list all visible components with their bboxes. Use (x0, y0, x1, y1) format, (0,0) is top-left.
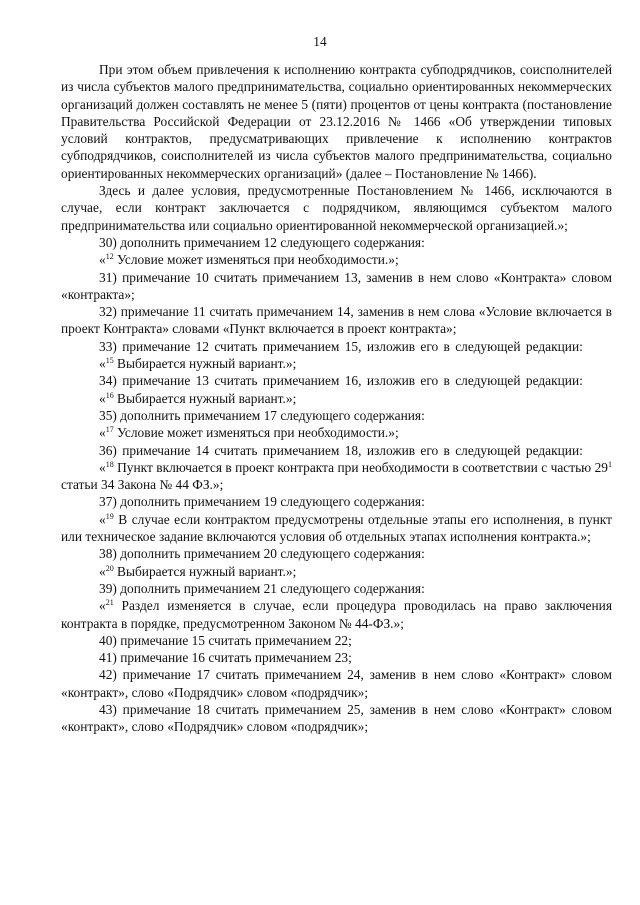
paragraph: 43) примечание 18 считать примечанием 25, заменив в нем слово «Контракт» словом «контракт», слово «Подрядчик» словом «подрядчик»; (61, 701, 612, 735)
footnote-marker: 1 (608, 459, 612, 469)
paragraph: 40) примечание 15 считать примечанием 22; (99, 632, 352, 648)
paragraph (61, 459, 612, 494)
paragraph: 34) примечание 13 считать примечанием 16, изложив его в следующей редакции: (99, 373, 583, 389)
footnote-marker: 16 (105, 390, 114, 400)
quote-mark: « (99, 459, 106, 475)
paragraph: 31) примечание 10 считать примечанием 13, заменив в нем слово «Контракта» словом «контракта»; (61, 269, 612, 302)
paragraph-text: статьи 34 Закона № 44 ФЗ.»; (61, 477, 224, 493)
paragraph: Здесь и далее условия, предусмотренные Постановлением № 1466, исключаются в случае, если контракт заключается с подрядчиком, являющимся субъектом малого предпринимательства или социально ориентированной некоммерческой организацией.»; (61, 183, 612, 233)
paragraph (61, 390, 612, 407)
paragraph-text: Выбирается нужный вариант.»; (113, 390, 297, 406)
paragraph: 32) примечание 11 считать примечанием 14, заменив в нем слова «Условие включается в проект Контракта» словами «Пункт включается в проект контракта»; (61, 304, 612, 337)
quote-mark: « (99, 356, 106, 372)
quote-mark: « (99, 390, 106, 406)
paragraph (61, 355, 612, 372)
paragraph: 37) дополнить примечанием 19 следующего содержания: (99, 494, 425, 510)
footnote-marker: 21 (105, 598, 114, 608)
paragraph (61, 597, 612, 632)
footnote-marker: 20 (105, 563, 114, 573)
paragraph: 41) примечание 16 считать примечанием 23; (99, 650, 352, 666)
paragraph: При этом объем привлечения к исполнению контракта субподрядчиков, соисполнителей из числа субъектов малого предпринимательства, социально ориентированных некоммерческих организаций должен составлять не менее 5 (пяти) процентов от цены контракта (постановление Правительства Российской Федерации от 23.12.2016 № 1466 «Об утверждении типовых условий контрактов, предусматривающих привлечение к исполнению контрактов субподрядчиков, соисполнителей из числа субъектов малого предпринимательства, социально ориентированных некоммерческих организаций» (далее – Постановление № 1466). (61, 62, 612, 181)
document-body (61, 61, 612, 736)
paragraph (61, 563, 612, 580)
paragraph-text: Выбирается нужный вариант.»; (113, 563, 297, 579)
footnote-marker: 12 (105, 252, 114, 262)
quote-mark: « (99, 511, 106, 527)
footnote-marker: 15 (105, 356, 114, 366)
footnote-marker: 19 (105, 511, 114, 521)
paragraph: 30) дополнить примечанием 12 следующего содержания: (99, 234, 425, 250)
paragraph (61, 511, 612, 546)
paragraph-text: Раздел изменяется в случае, если процедура проводилась на право заключения контракта в порядке, предусмотренном Законом № 44-ФЗ.»; (61, 598, 612, 631)
quote-mark: « (99, 252, 106, 268)
paragraph: 38) дополнить примечанием 20 следующего содержания: (99, 546, 425, 562)
paragraph: 39) дополнить примечанием 21 следующего содержания: (99, 580, 425, 596)
paragraph-text: Условие может изменяться при необходимости.»; (113, 252, 399, 268)
paragraph: 33) примечание 12 считать примечанием 15, изложив его в следующей редакции: (99, 338, 583, 354)
paragraph: 35) дополнить примечанием 17 следующего содержания: (99, 407, 425, 423)
page-number: 14 (313, 34, 327, 49)
footnote-marker: 17 (105, 425, 114, 435)
paragraph-text: Выбирается нужный вариант.»; (113, 356, 297, 372)
quote-mark: « (99, 563, 106, 579)
paragraph-text: Условие может изменяться при необходимости.»; (113, 425, 399, 441)
quote-mark: « (99, 425, 106, 441)
paragraph-text: Пункт включается в проект контракта при необходимости в соответствии с частью 29 (113, 459, 608, 475)
paragraph-text: В случае если контрактом предусмотрены отдельные этапы его исполнения, в пункт или техническое задание включаются условия об отдельных этапах исполнения контракта.»; (61, 511, 612, 545)
quote-mark: « (99, 598, 106, 614)
footnote-marker: 18 (105, 459, 114, 469)
paragraph (61, 424, 612, 441)
paragraph: 42) примечание 17 считать примечанием 24, заменив в нем слово «Контракт» словом «контракт», слово «Подрядчик» словом «подрядчик»; (61, 667, 612, 700)
paragraph: 36) примечание 14 считать примечанием 18, изложив его в следующей редакции: (99, 442, 583, 458)
paragraph (61, 251, 612, 268)
